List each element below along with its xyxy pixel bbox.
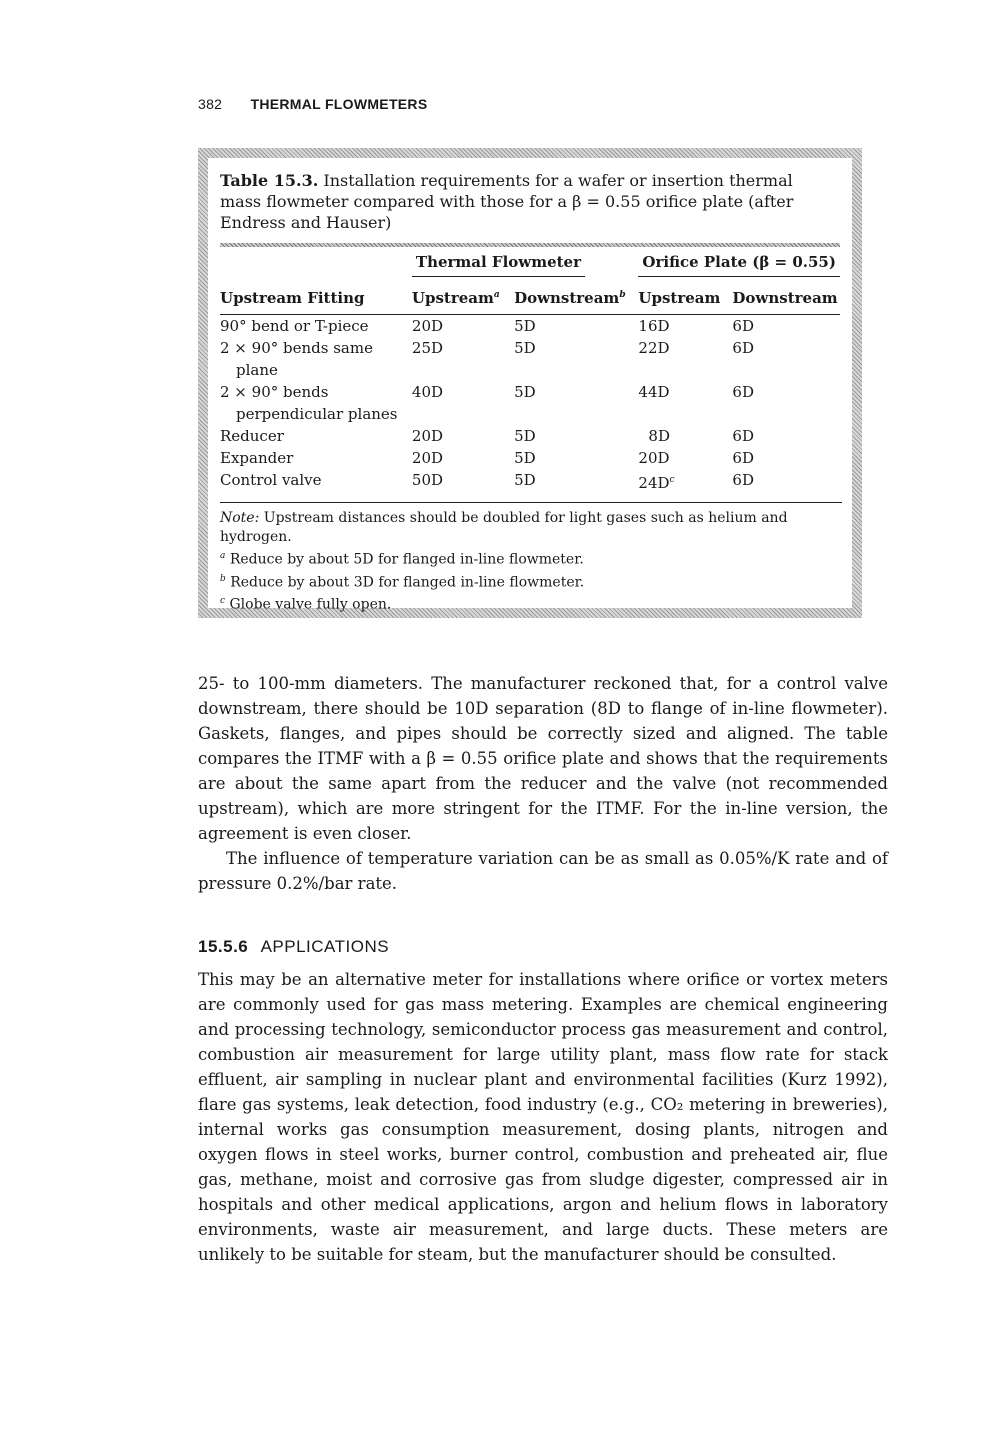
footnote-mark-a: a	[493, 290, 500, 300]
footnote-mark-c: c	[669, 475, 675, 485]
col-header-op-downstream: Downstream	[732, 281, 840, 315]
cell-op-upstream: 20D	[638, 449, 670, 467]
group-header-thermal: Thermal Flowmeter	[412, 247, 639, 281]
table-row	[220, 447, 840, 469]
group-header-empty	[220, 247, 412, 281]
cell-fitting: 2 × 90° bends same plane	[220, 339, 373, 379]
cell-op-upstream: 44D	[638, 383, 670, 401]
cell-op-upstream: $24D^c$	[638, 474, 675, 492]
cell-op-downstream: 6D	[732, 317, 754, 335]
cell-op-upstream: 22D	[638, 339, 670, 357]
table-row	[220, 337, 840, 381]
note-text: Upstream distances should be doubled for light gases such as helium and hydrogen.	[220, 510, 788, 545]
col-header-fitting: Upstream Fitting	[220, 281, 412, 315]
cell-fitting: 2 × 90° bends perpendicular planes	[220, 383, 398, 423]
footnote: $^c$ Globe valve fully open.	[220, 596, 392, 613]
cell-op-downstream: 6D	[732, 383, 754, 401]
cell-tf-upstream: 40D	[411, 383, 444, 401]
table-group-header-row	[220, 247, 840, 281]
note-label: Note:	[220, 510, 260, 526]
paragraph: The influence of temperature variation can be as small as 0.05%/K rate and of pressure 0.2%/bar rate.	[198, 849, 888, 893]
table-caption-label: Table 15.3.	[220, 171, 319, 190]
cell-tf-upstream: 25D	[411, 339, 444, 357]
table-row	[220, 469, 840, 494]
col-header-op-upstream: Upstream	[638, 281, 732, 315]
section-title: APPLICATIONS	[260, 937, 390, 956]
table-note	[220, 509, 842, 547]
table-box	[198, 148, 862, 618]
cell-tf-upstream: 50D	[411, 471, 444, 489]
cell-tf-downstream: 5D	[514, 317, 536, 335]
cell-fitting: Expander	[220, 449, 294, 467]
group-header-orifice: Orifice Plate (β = 0.55)	[638, 247, 840, 281]
col-header-tf-downstream: Downstream$^b$	[514, 281, 638, 315]
col-header-tf-upstream: Upstream$^a$	[412, 281, 514, 315]
cell-tf-downstream: 5D	[514, 383, 536, 401]
page-number: 382	[198, 96, 223, 112]
paragraph: 25- to 100-mm diameters. The manufacturer reckoned that, for a control valve downstream, there should be 10D separation (8D to flange of in-line flowmeter). Gaskets, flanges, and pipes should be correctly sized and aligned. The table compares the ITMF with a β = 0.55 orifice plate and shows that the requirements are about the same apart from the reducer and the valve (not recommended upstream), which are more stringent for the ITMF. For the in-line version, the agreement is even closer.	[198, 674, 888, 843]
section-heading	[198, 937, 389, 957]
cell-tf-downstream: 5D	[514, 427, 536, 445]
cell-op-upstream: 8D	[648, 427, 670, 445]
body-text-section	[198, 967, 888, 1267]
table-row	[220, 425, 840, 447]
paragraph: This may be an alternative meter for installations where orifice or vortex meters are commonly used for gas mass metering. Examples are chemical engineering and processing technology, semiconductor process gas measurement and control, combustion air measurement for large utility plant, mass flow rate for stack effluent, air sampling in nuclear plant and environmental facilities (Kurz 1992), flare gas systems, leak detection, food industry (e.g., CO₂ metering in breweries), internal works gas consumption measurement, dosing plants, nitrogen and oxygen flows in steel works, burner control, combustion and preheated air, flue gas, methane, moist and corrosive gas from sludge digester, compressed air in hospitals and other medical applications, argon and helium flows in laboratory environments, waste air measurement, and large ducts. These meters are unlikely to be suitable for steam, but the manufacturer should be consulted.	[198, 970, 888, 1264]
cell-op-downstream: 6D	[732, 339, 754, 357]
cell-tf-upstream: 20D	[411, 317, 444, 335]
cell-tf-downstream: 5D	[514, 449, 536, 467]
footnote-mark-b: b	[619, 290, 626, 300]
running-head	[198, 96, 428, 112]
table-row	[220, 315, 840, 338]
body-text-top	[198, 671, 888, 896]
cell-fitting: 90° bend or T-piece	[220, 317, 369, 335]
cell-tf-downstream: 5D	[514, 471, 536, 489]
cell-op-upstream: 16D	[638, 317, 670, 335]
table-row	[220, 381, 840, 425]
cell-tf-upstream: 20D	[411, 449, 444, 467]
cell-fitting: Reducer	[220, 427, 284, 445]
running-title: THERMAL FLOWMETERS	[250, 96, 428, 112]
cell-tf-upstream: 20D	[411, 427, 444, 445]
cell-op-downstream: 6D	[732, 471, 754, 489]
table-notes	[220, 502, 842, 615]
footnote: $^b$ Reduce by about 3D for flanged in-line flowmeter.	[220, 573, 585, 591]
table-caption-text: Installation requirements for a wafer or insertion thermal mass flowmeter compared with those for a β = 0.55 orifice plate (after Endress and Hauser)	[220, 171, 794, 232]
table-column-header-row	[220, 281, 840, 315]
section-number: 15.5.6	[198, 937, 249, 956]
footnote: $^a$ Reduce by about 5D for flanged in-line flowmeter.	[220, 551, 584, 568]
table-inner	[208, 158, 852, 613]
cell-tf-downstream: 5D	[514, 339, 536, 357]
cell-fitting: Control valve	[220, 471, 322, 489]
cell-op-downstream: 6D	[732, 449, 754, 467]
table-caption	[220, 170, 810, 233]
installation-table	[220, 247, 840, 494]
cell-op-downstream: 6D	[732, 427, 754, 445]
